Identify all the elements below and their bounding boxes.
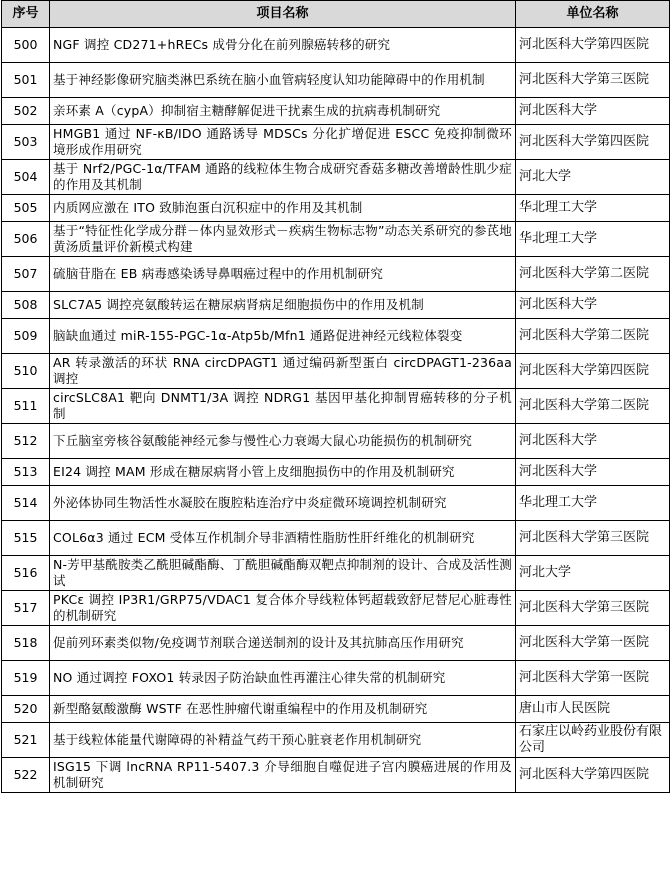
unit-name: 河北医科大学第一医院 (516, 661, 670, 696)
unit-name: 石家庄以岭药业股份有限公司 (516, 723, 670, 758)
table-row (2, 521, 670, 556)
table-row (2, 389, 670, 424)
project-title: PKCε 调控 IP3R1/GRP75/VDAC1 复合体介导线粒体钙超载致舒尼替尼心脏毒性的机制研究 (50, 591, 516, 626)
unit-name: 河北医科大学 (516, 292, 670, 319)
table-row (2, 661, 670, 696)
project-title: 下丘脑室旁核谷氨酸能神经元参与慢性心力衰竭大鼠心功能损伤的机制研究 (50, 424, 516, 459)
unit-name: 河北医科大学第三医院 (516, 63, 670, 98)
row-number: 520 (2, 696, 50, 723)
unit-name: 河北医科大学第二医院 (516, 257, 670, 292)
row-number: 504 (2, 160, 50, 195)
row-number: 510 (2, 354, 50, 389)
table-row (2, 28, 670, 63)
unit-name: 河北医科大学第三医院 (516, 591, 670, 626)
row-number: 511 (2, 389, 50, 424)
unit-name: 河北医科大学第一医院 (516, 626, 670, 661)
unit-name: 河北医科大学第四医院 (516, 758, 670, 793)
row-number: 507 (2, 257, 50, 292)
project-title: 脑缺血通过 miR-155-PGC-1α-Atp5b/Mfn1 通路促进神经元线粒体裂变 (50, 319, 516, 354)
project-title: 亲环素 A（cypA）抑制宿主糖酵解促进干扰素生成的抗病毒机制研究 (50, 98, 516, 125)
unit-name: 河北医科大学第二医院 (516, 389, 670, 424)
row-number: 519 (2, 661, 50, 696)
project-title: NO 通过调控 FOXO1 转录因子防治缺血性再灌注心律失常的机制研究 (50, 661, 516, 696)
project-title: 外泌体协同生物活性水凝胶在腹腔粘连治疗中炎症微环境调控机制研究 (50, 486, 516, 521)
table-row (2, 486, 670, 521)
unit-name: 河北医科大学第四医院 (516, 125, 670, 160)
project-title: 基于“特征性化学成分群－体内显效形式－疾病生物标志物”动态关系研究的参芪地黄汤质量评价新模式构建 (50, 222, 516, 257)
table-row (2, 626, 670, 661)
project-title: 基于 Nrf2/PGC-1α/TFAM 通路的线粒体生物合成研究香菇多糖改善增龄性肌少症的作用及其机制 (50, 160, 516, 195)
header-unit: 单位名称 (516, 1, 670, 28)
row-number: 522 (2, 758, 50, 793)
table-row (2, 257, 670, 292)
project-title: ISG15 下调 lncRNA RP11-5407.3 介导细胞自噬促进子宫内膜癌进展的作用及机制研究 (50, 758, 516, 793)
row-number: 515 (2, 521, 50, 556)
project-title: 促前列环素类似物/免疫调节剂联合递送制剂的设计及其抗肺高压作用研究 (50, 626, 516, 661)
unit-name: 唐山市人民医院 (516, 696, 670, 723)
row-number: 513 (2, 459, 50, 486)
unit-name: 河北医科大学 (516, 424, 670, 459)
project-title: EI24 调控 MAM 形成在糖尿病肾小管上皮细胞损伤中的作用及机制研究 (50, 459, 516, 486)
row-number: 518 (2, 626, 50, 661)
table-row (2, 160, 670, 195)
table-row (2, 696, 670, 723)
row-number: 506 (2, 222, 50, 257)
project-title: AR 转录激活的环状 RNA circDPAGT1 通过编码新型蛋白 circDPAGT1-236aa 调控 (50, 354, 516, 389)
project-title: 硫脑苷脂在 EB 病毒感染诱导鼻咽癌过程中的作用机制研究 (50, 257, 516, 292)
table-header-row (2, 1, 670, 28)
table-row (2, 63, 670, 98)
project-title: 内质网应激在 ITO 致肺泡蛋白沉积症中的作用及其机制 (50, 195, 516, 222)
table-row (2, 195, 670, 222)
header-no: 序号 (2, 1, 50, 28)
table-row (2, 459, 670, 486)
project-title: SLC7A5 调控亮氨酸转运在糖尿病肾病足细胞损伤中的作用及机制 (50, 292, 516, 319)
table-row (2, 591, 670, 626)
row-number: 509 (2, 319, 50, 354)
table-row (2, 556, 670, 591)
project-title: HMGB1 通过 NF-κB/IDO 通路诱导 MDSCs 分化扩增促进 ESCC 免疫抑制微环境形成作用研究 (50, 125, 516, 160)
row-number: 508 (2, 292, 50, 319)
unit-name: 河北大学 (516, 556, 670, 591)
row-number: 521 (2, 723, 50, 758)
row-number: 516 (2, 556, 50, 591)
unit-name: 河北医科大学第四医院 (516, 28, 670, 63)
unit-name: 河北医科大学第三医院 (516, 521, 670, 556)
table-row (2, 319, 670, 354)
project-title: 新型酪氨酸激酶 WSTF 在恶性肿瘤代谢重编程中的作用及机制研究 (50, 696, 516, 723)
row-number: 503 (2, 125, 50, 160)
unit-name: 河北医科大学 (516, 98, 670, 125)
row-number: 512 (2, 424, 50, 459)
row-number: 517 (2, 591, 50, 626)
project-table-sheet (1, 0, 669, 793)
table-row (2, 222, 670, 257)
table-row (2, 424, 670, 459)
table-row (2, 354, 670, 389)
table-row (2, 292, 670, 319)
project-title: 基于线粒体能量代谢障碍的补精益气药干预心脏衰老作用机制研究 (50, 723, 516, 758)
project-title: N-芳甲基酰胺类乙酰胆碱酯酶、丁酰胆碱酯酶双靶点抑制剂的设计、合成及活性测试 (50, 556, 516, 591)
unit-name: 华北理工大学 (516, 195, 670, 222)
table-row (2, 758, 670, 793)
row-number: 505 (2, 195, 50, 222)
project-title: COL6α3 通过 ECM 受体互作机制介导非酒精性脂肪性肝纤维化的机制研究 (50, 521, 516, 556)
unit-name: 河北医科大学第二医院 (516, 319, 670, 354)
header-title: 项目名称 (50, 1, 516, 28)
row-number: 514 (2, 486, 50, 521)
table-body (2, 28, 670, 793)
unit-name: 华北理工大学 (516, 486, 670, 521)
unit-name: 华北理工大学 (516, 222, 670, 257)
unit-name: 河北大学 (516, 160, 670, 195)
table-row (2, 723, 670, 758)
row-number: 502 (2, 98, 50, 125)
unit-name: 河北医科大学 (516, 459, 670, 486)
project-table (1, 0, 670, 793)
project-title: NGF 调控 CD271+hRECs 成骨分化在前列腺癌转移的研究 (50, 28, 516, 63)
unit-name: 河北医科大学第四医院 (516, 354, 670, 389)
table-row (2, 125, 670, 160)
project-title: 基于神经影像研究脑类淋巴系统在脑小血管病轻度认知功能障碍中的作用机制 (50, 63, 516, 98)
table-row (2, 98, 670, 125)
row-number: 500 (2, 28, 50, 63)
row-number: 501 (2, 63, 50, 98)
project-title: circSLC8A1 靶向 DNMT1/3A 调控 NDRG1 基因甲基化抑制胃癌转移的分子机制 (50, 389, 516, 424)
